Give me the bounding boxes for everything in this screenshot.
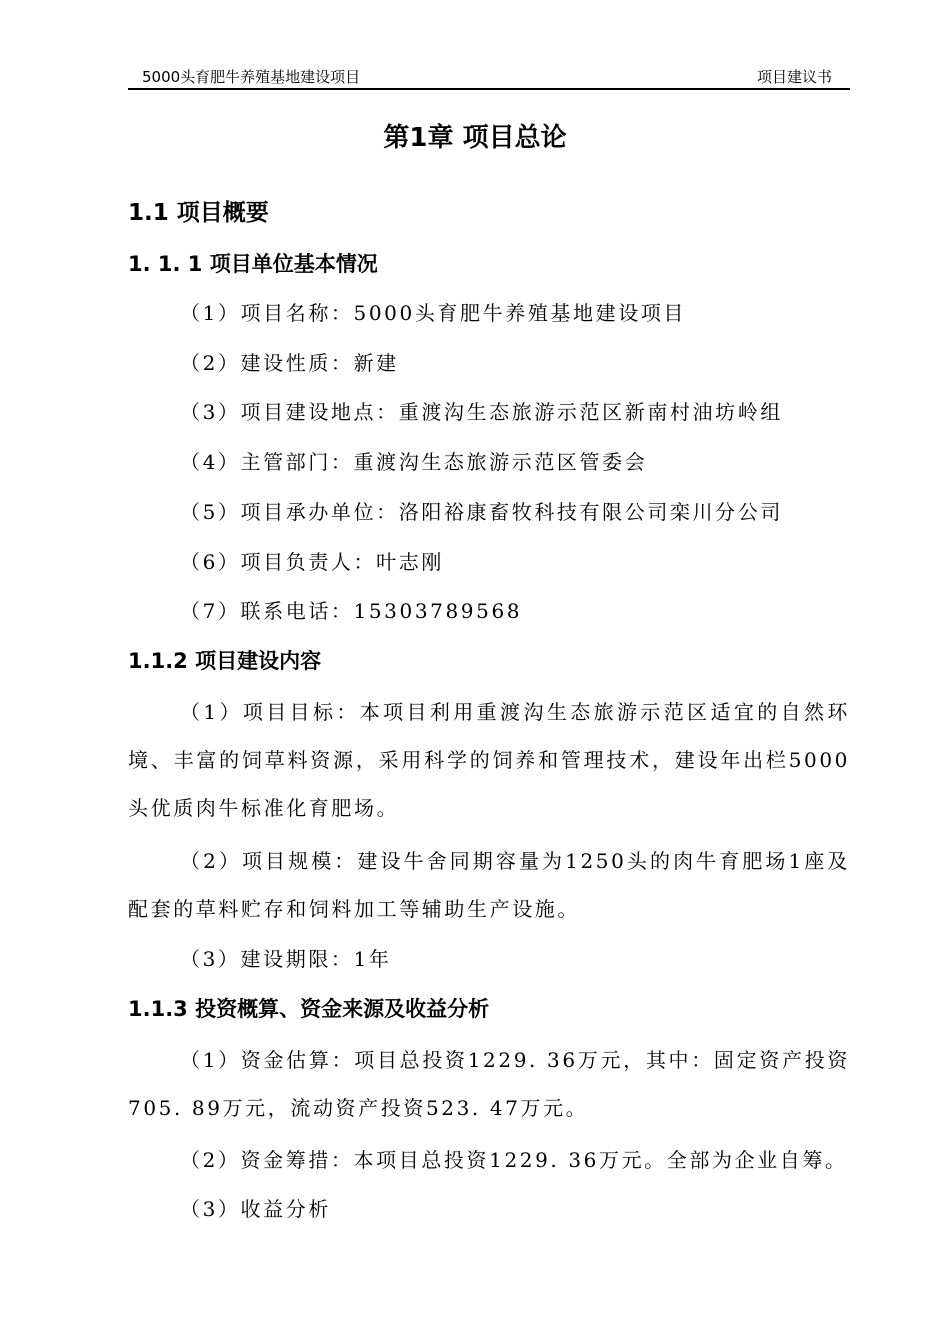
subsection-heading-1-1-1: 1. 1. 1 项目单位基本情况	[128, 252, 378, 276]
paragraph-construction-period: （3）建设期限：1年	[180, 947, 392, 971]
info-item-organizer: （5）项目承办单位：洛阳裕康畜牧科技有限公司栾川分公司	[180, 500, 783, 524]
info-item-phone: （7）联系电话：15303789568	[180, 599, 523, 623]
paragraph-project-scale: （2）项目规模：建设牛舍同期容量为1250头的肉牛育肥场1座及配套的草料贮存和饲料加工等辅助生产设施。	[128, 849, 850, 921]
paragraph-project-goal: （1）项目目标：本项目利用重渡沟生态旅游示范区适宜的自然环境、丰富的饲草料资源，采用科学的饲养和管理技术，建设年出栏5000头优质肉牛标准化育肥场。	[128, 700, 850, 820]
paragraph-benefit-analysis: （3）收益分析	[180, 1197, 331, 1221]
subsection-heading-1-1-3: 1.1.3 投资概算、资金来源及收益分析	[128, 997, 490, 1021]
header-doc-type: 项目建议书	[756, 68, 832, 86]
paragraph-fund-estimate: （1）资金估算：项目总投资1229. 36万元，其中：固定资产投资705. 89万元，流动资产投资523. 47万元。	[128, 1048, 850, 1120]
page-header	[128, 66, 850, 90]
paragraph-fund-raising: （2）资金筹措：本项目总投资1229. 36万元。全部为企业自筹。	[180, 1148, 848, 1172]
chapter-title: 第1章 项目总论	[383, 123, 567, 153]
header-project-name: 5000头育肥牛养殖基地建设项目	[142, 68, 361, 86]
info-item-location: （3）项目建设地点：重渡沟生态旅游示范区新南村油坊岭组	[180, 400, 783, 424]
info-item-leader: （6）项目负责人：叶志刚	[180, 550, 444, 574]
subsection-heading-1-1-2: 1.1.2 项目建设内容	[128, 649, 322, 673]
section-heading-1-1: 1.1 项目概要	[128, 200, 269, 226]
info-item-project-name: （1）项目名称：5000头育肥牛养殖基地建设项目	[180, 301, 687, 325]
info-item-authority: （4）主管部门：重渡沟生态旅游示范区管委会	[180, 450, 648, 474]
info-item-nature: （2）建设性质：新建	[180, 351, 399, 375]
